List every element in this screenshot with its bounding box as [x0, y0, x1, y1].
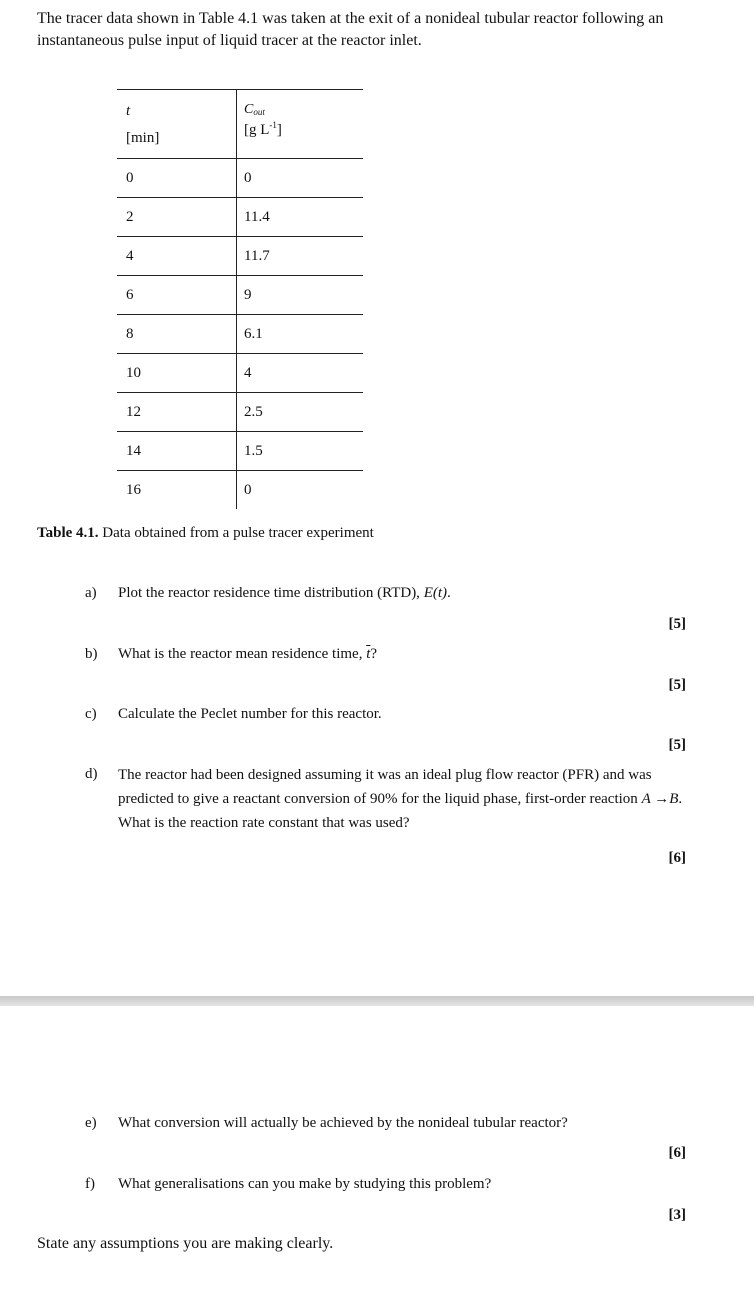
question-a-marks: [5]: [668, 616, 686, 632]
concentration-cell: 1.5: [237, 432, 364, 471]
question-a-end: .: [447, 585, 451, 601]
time-cell: 14: [117, 432, 237, 471]
time-cell: 4: [117, 237, 237, 276]
table-row: [117, 393, 363, 432]
table-caption: [37, 523, 374, 543]
table-row: [117, 471, 363, 510]
question-d-reaction: A →B: [641, 791, 679, 807]
question-c-marks: [5]: [668, 737, 686, 753]
time-cell: 12: [117, 393, 237, 432]
header-conc-symbol: C: [244, 102, 254, 117]
concentration-cell: 11.7: [237, 237, 364, 276]
header-time-symbol: t: [126, 103, 131, 119]
table-row: [117, 276, 363, 315]
question-e-label: e): [85, 1115, 97, 1131]
table-row: [117, 354, 363, 393]
assumptions-note: State any assumptions you are making clearly.: [37, 1235, 334, 1252]
question-b-end: ?: [370, 646, 378, 662]
question-e-text: What conversion will actually be achieved by the nonideal tubular reactor?: [118, 1115, 568, 1131]
table-row: [117, 159, 363, 198]
question-b-label: b): [85, 646, 98, 662]
mean-time-symbol: $\overline{t}$: [366, 646, 371, 662]
header-conc-unit-end: ]: [276, 122, 282, 138]
time-cell: 8: [117, 315, 237, 354]
table-row: [117, 315, 363, 354]
question-a-function: E(t): [423, 585, 448, 601]
time-cell: 10: [117, 354, 237, 393]
concentration-cell: 4: [237, 354, 364, 393]
table-row: [117, 432, 363, 471]
header-conc-subscript: out: [253, 107, 265, 117]
header-time: [117, 90, 237, 159]
question-a-label: a): [85, 585, 97, 601]
question-d-text: The reactor had been designed assuming it was an ideal plug flow reactor (PFR) and was predicted to give a reactant conversion of 90% for the liquid phase, first-order reaction: [118, 767, 652, 807]
concentration-cell: 6.1: [237, 315, 364, 354]
time-cell: 16: [117, 471, 237, 510]
time-cell: 2: [117, 198, 237, 237]
table-row: [117, 237, 363, 276]
concentration-cell: 11.4: [237, 198, 364, 237]
concentration-cell: 0: [237, 471, 364, 510]
table-header-row: [117, 90, 363, 159]
time-cell: 0: [117, 159, 237, 198]
question-c-label: c): [85, 706, 97, 722]
table-row: [117, 198, 363, 237]
header-time-unit: [min]: [126, 130, 160, 146]
tracer-data-table: [117, 89, 363, 509]
question-a-text: Plot the reactor residence time distribution (RTD),: [118, 585, 424, 601]
intro-paragraph: The tracer data shown in Table 4.1 was taken at the exit of a nonideal tubular reactor following an instantaneous pulse input of liquid tracer at the reactor inlet.: [37, 10, 664, 49]
concentration-cell: 2.5: [237, 393, 364, 432]
header-concentration: [237, 90, 364, 159]
question-f-marks: [3]: [668, 1207, 686, 1223]
question-b-text: What is the reactor mean residence time,: [118, 646, 367, 662]
question-d-label: d): [85, 766, 98, 782]
question-b-marks: [5]: [668, 677, 686, 693]
concentration-cell: 0: [237, 159, 364, 198]
header-conc-unit-exponent: -1: [269, 120, 277, 130]
question-d-marks: [6]: [668, 850, 686, 866]
header-conc-unit: [g L: [244, 122, 270, 138]
time-cell: 6: [117, 276, 237, 315]
question-f-text: What generalisations can you make by studying this problem?: [118, 1176, 492, 1192]
question-c-text: Calculate the Peclet number for this reactor.: [118, 706, 382, 722]
question-e-marks: [6]: [668, 1145, 686, 1161]
page-divider: [0, 996, 754, 1006]
caption-text: Data obtained from a pulse tracer experiment: [98, 525, 374, 541]
question-d-text-end: . What is the reaction rate constant that was used?: [118, 791, 683, 831]
caption-label: Table 4.1.: [37, 525, 99, 541]
question-f-label: f): [85, 1176, 95, 1192]
concentration-cell: 9: [237, 276, 364, 315]
